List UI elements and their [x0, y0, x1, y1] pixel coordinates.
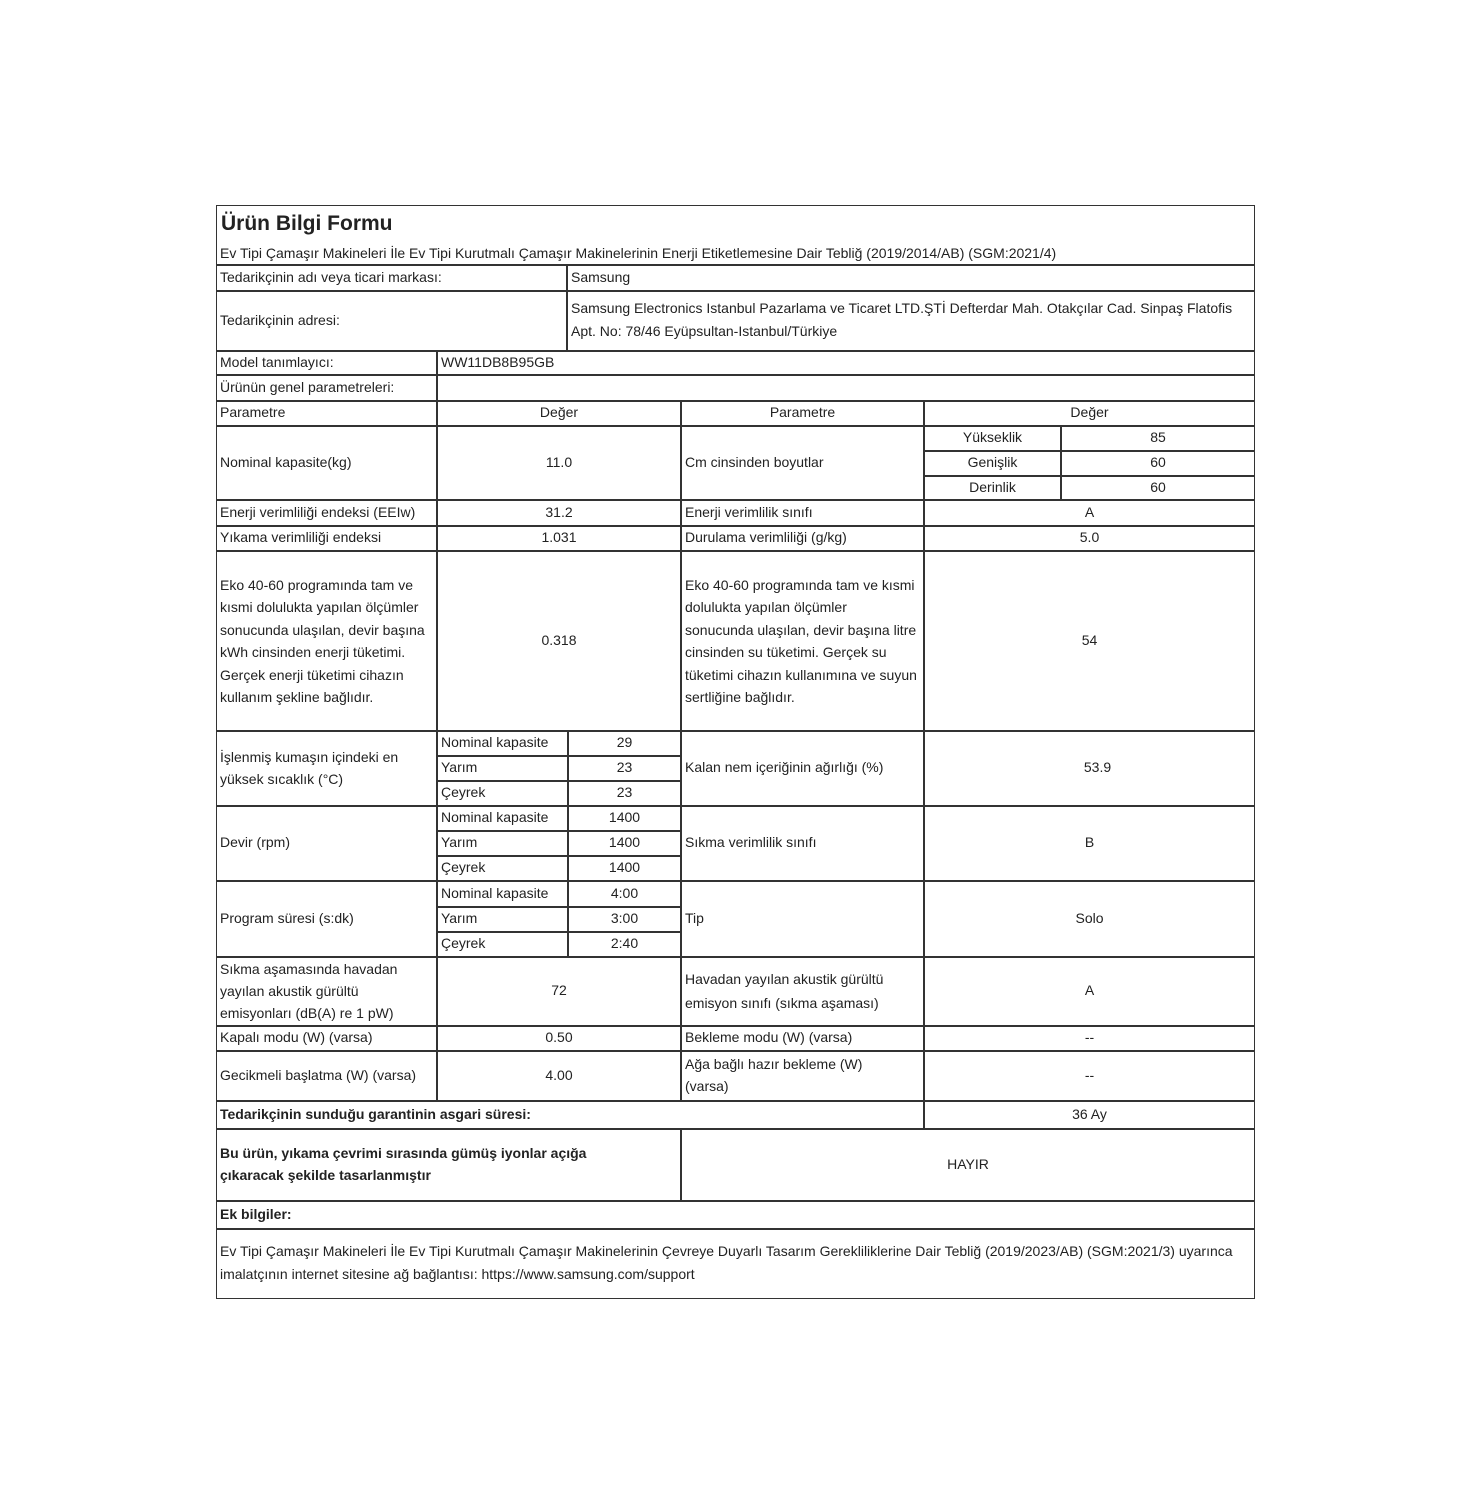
depth-label: Derinlik: [969, 478, 1016, 495]
temp-load-quarter: Çeyrek: [441, 784, 486, 800]
duration-half-value: 3:00: [610, 910, 639, 926]
noise-class-label: Havadan yayılan akustik gürültü emisyon sınıfı (sıkma aşaması): [685, 970, 884, 1011]
eei-label: Enerji verimliliği endeksi (EEIw): [220, 503, 416, 520]
type-label: Tip: [685, 909, 704, 926]
temp-nominal-value: 29: [616, 734, 633, 750]
temp-load-nominal: Nominal kapasite: [441, 734, 549, 750]
col-header-value-left: Değer: [539, 404, 579, 420]
depth-value: 60: [1150, 478, 1166, 495]
extra-info-text: Ev Tipi Çamaşır Makineleri İle Ev Tipi Kurutmalı Çamaşır Makinelerinin Çevreye Duyarlı Tasarım Gerekliliklerine Dair Tebliğ (2019/2023/AB) (SGM:2021/3) uyarınca imalatçının internet sitesine ağ bağlantısı: https://www.samsung.com/support: [220, 1243, 1233, 1282]
width-label: Genişlik: [967, 454, 1018, 470]
rpm-quarter-value: 1400: [608, 859, 641, 875]
rpm-label: Devir (rpm): [220, 834, 290, 850]
silver-ions-value: HAYIR: [947, 1155, 989, 1172]
duration-load-nominal: Nominal kapasite: [441, 884, 549, 901]
height-value: 85: [1150, 429, 1166, 445]
rinse-eff-value: 5.0: [1079, 529, 1100, 545]
type-value: Solo: [1075, 909, 1104, 926]
nominal-capacity-value: 11.0: [545, 453, 573, 470]
water-cons-value: 54: [1081, 631, 1098, 648]
form-title: Ürün Bilgi Formu: [221, 212, 393, 235]
rpm-load-nominal: Nominal kapasite: [441, 809, 549, 825]
height-label: Yükseklik: [962, 429, 1023, 445]
noise-value: 72: [551, 982, 567, 998]
duration-load-quarter: Çeyrek: [441, 935, 486, 951]
standby-value: --: [1084, 1029, 1095, 1045]
moisture-label: Kalan nem içeriğinin ağırlığı (%): [685, 759, 884, 775]
col-header-param-right: Parametre: [769, 404, 836, 420]
energy-cons-label: Eko 40-60 programında tam ve kısmi dolulukta yapılan ölçümler sonucunda ulaşılan, devir başına kWh cinsinden enerji tüketimi. Gerçek enerji tüketimi cihazın kullanım şekline bağlıdır.: [220, 576, 425, 705]
rpm-load-half: Yarım: [441, 834, 478, 850]
dimensions-label: Cm cinsinden boyutlar: [685, 453, 824, 470]
address-value: Samsung Electronics Istanbul Pazarlama ve Ticaret LTD.ŞTİ Defterdar Mah. Otakçılar Cad. Sinpaş Flatofis Apt. No: 78/46 Eyüpsultan-Istanbul/Türkiye: [571, 300, 1233, 339]
temp-half-value: 23: [616, 759, 633, 775]
wash-eff-label: Yıkama verimliliği endeksi: [220, 529, 382, 545]
duration-quarter-value: 2:40: [610, 935, 639, 951]
extra-info-label: Ek bilgiler:: [220, 1205, 292, 1222]
rpm-nominal-value: 1400: [608, 809, 641, 825]
energy-cons-value: 0.318: [541, 631, 577, 648]
rinse-eff-label: Durulama verimliliği (g/kg): [685, 529, 847, 545]
network-standby-value: --: [1084, 1066, 1095, 1083]
water-cons-label: Eko 40-60 programında tam ve kısmi dolulukta yapılan ölçümler sonucunda ulaşılan, devir başına litre cinsinden su tüketimi. Gerçek su tüketimi cihazın kullanımına ve suyun sertliğine bağlıdır.: [685, 576, 917, 705]
energy-class-label: Enerji verimlilik sınıfı: [685, 503, 813, 520]
off-mode-label: Kapalı modu (W) (varsa): [220, 1029, 373, 1045]
duration-nominal-value: 4:00: [610, 884, 639, 901]
warranty-value: 36 Ay: [1072, 1105, 1107, 1122]
eei-value: 31.2: [545, 503, 573, 520]
silver-ions-label: Bu ürün, yıkama çevrimi sırasında gümüş iyonlar açığa çıkaracak şekilde tasarlanmıştır: [220, 1145, 587, 1183]
moisture-value: 53.9: [1083, 759, 1112, 775]
temp-quarter-value: 23: [616, 784, 633, 800]
noise-label: Sıkma aşamasında havadan yayılan akustik gürültü emisyonları (dB(A) re 1 pW): [220, 960, 398, 1021]
network-standby-label: Ağa bağlı hazır bekleme (W) (varsa): [685, 1056, 863, 1094]
nominal-capacity-label: Nominal kapasite(kg): [220, 453, 352, 470]
standby-label: Bekleme modu (W) (varsa): [685, 1029, 853, 1045]
model-value: WW11DB8B95GB: [441, 353, 555, 370]
supplier-value: Samsung: [571, 268, 631, 285]
product-info-form: [216, 205, 1255, 1299]
address-label: Tedarikçinin adresi:: [220, 311, 340, 328]
delay-label: Gecikmeli başlatma (W) (varsa): [220, 1066, 417, 1083]
general-params-label: Ürünün genel parametreleri:: [220, 378, 395, 395]
duration-label: Program süresi (s:dk): [220, 909, 354, 926]
supplier-label: Tedarikçinin adı veya ticari markası:: [220, 268, 442, 285]
model-label: Model tanımlayıcı:: [220, 353, 334, 370]
noise-class-value: A: [1084, 982, 1095, 998]
wash-eff-value: 1.031: [541, 529, 577, 545]
rpm-load-quarter: Çeyrek: [441, 859, 486, 875]
spin-class-value: B: [1084, 834, 1095, 850]
max-temp-label: İşlenmiş kumaşın içindeki en yüksek sıcaklık (°C): [220, 748, 399, 787]
warranty-label: Tedarikçinin sunduğu garantinin asgari süresi:: [220, 1105, 531, 1122]
width-value: 60: [1150, 454, 1166, 470]
off-mode-value: 0.50: [545, 1029, 573, 1045]
form-subtitle: Ev Tipi Çamaşır Makineleri İle Ev Tipi Kurutmalı Çamaşır Makinelerinin Enerji Etiketlemesine Dair Tebliğ (2019/2014/AB) (SGM:2021/4): [220, 244, 1057, 261]
spin-class-label: Sıkma verimlilik sınıfı: [685, 834, 817, 850]
col-header-param-left: Parametre: [220, 404, 286, 420]
rpm-half-value: 1400: [608, 834, 641, 850]
duration-load-half: Yarım: [441, 910, 478, 926]
temp-load-half: Yarım: [441, 759, 478, 775]
energy-class-value: A: [1084, 503, 1095, 520]
col-header-value-right: Değer: [1070, 404, 1109, 420]
delay-value: 4.00: [545, 1066, 573, 1083]
